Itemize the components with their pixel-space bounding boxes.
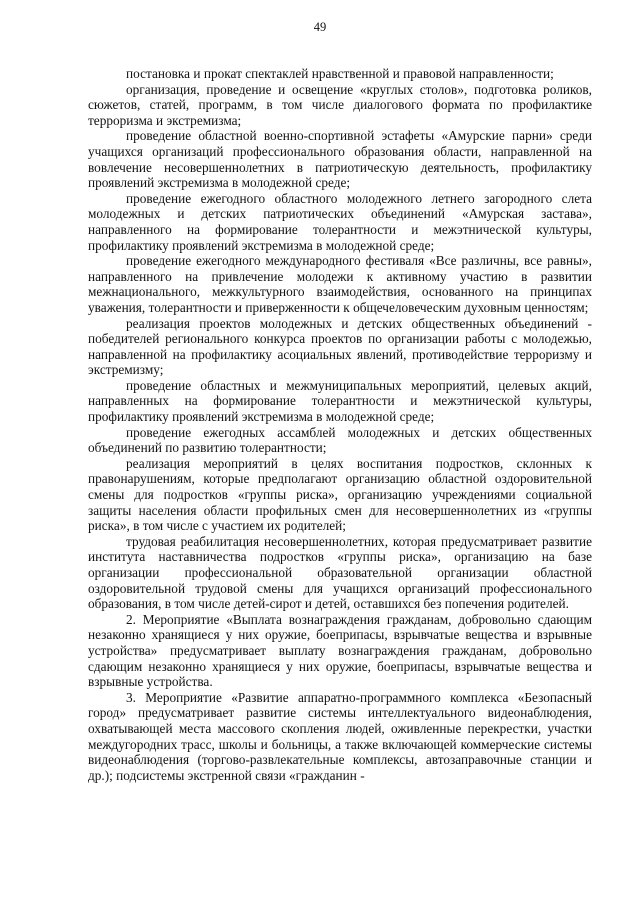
- paragraph: трудовая реабилитация несовершеннолетних, которая предусматривает развитие института наставничества подростков «группы риска», организацию на базе организации профессиональной образовательной организации областной оздоровительной трудовой смены для учащихся организаций профессионального образования, в том числе детей-сирот и детей, оставшихся без попечения родителей.: [88, 533, 592, 612]
- paragraph: 3. Мероприятие «Развитие аппаратно-программного комплекса «Безопасный город» предусматривает развитие системы интеллектуального видеонаблюдения, охватывающей места массового скопления людей, оживленные перекрестки, участки междугородних трасс, школы и больницы, а также включающей коммерческие системы видеонаблюдения (торгово-развлекательные комплексы, автозаправочные станции и др.); подсистемы экстренной связи «гражданин -: [88, 689, 592, 783]
- paragraph: реализация мероприятий в целях воспитания подростков, склонных к правонарушениям, которые предполагают организацию областной оздоровительной смены для подростков «группы риска», организацию учреждениями социальной защиты населения области профильных смен для несовершеннолетних из «группы риска», в том числе с участием их родителей;: [88, 455, 592, 534]
- document-body: [88, 66, 592, 783]
- paragraph: реализация проектов молодежных и детских общественных объединений - победителей регионального конкурса проектов по организации работы с молодежью, направленной на профилактику асоциальных явлений, противодействие терроризму и экстремизму;: [88, 315, 592, 378]
- paragraph: 2. Мероприятие «Выплата вознаграждения гражданам, добровольно сдающим незаконно хранящиеся у них оружие, боеприпасы, взрывчатые вещества и взрывные устройства» предусматривает выплату вознаграждения гражданам, добровольно сдающим незаконно хранящиеся у них оружие, боеприпасы, взрывчатые вещества и взрывные устройства.: [88, 611, 592, 690]
- paragraph: проведение ежегодных ассамблей молодежных и детских общественных объединений по развитию толерантности;: [88, 424, 592, 456]
- page-number: 49: [313, 20, 327, 34]
- paragraph: постановка и прокат спектаклей нравственной и правовой направленности;: [126, 66, 554, 81]
- paragraph: проведение областных и межмуниципальных мероприятий, целевых акций, направленных на формирование толерантности и межэтнической культуры, профилактику проявлений экстремизма в молодежной среде;: [88, 377, 592, 425]
- paragraph: проведение ежегодного международного фестиваля «Все различны, все равны», направленного на привлечение молодежи к активному участию в развитии межнационального, межкультурного взаимодействия, основанного на принципах уважения, толерантности и приверженности к общечеловеческим духовным ценностям;: [88, 253, 592, 315]
- paragraph: проведение ежегодного областного молодежного летнего загородного слета молодежных и детских патриотических объединений «Амурская застава», направленного на формирование толерантности и межэтнической культуры, профилактику проявлений экстремизма в молодежной среде;: [88, 190, 592, 253]
- paragraph: проведение областной военно-спортивной эстафеты «Амурские парни» среди учащихся организаций профессионального образования области, направленной на вовлечение несовершеннолетних в патриотическую деятельность, профилактику проявлений экстремизма в молодежной среде;: [88, 128, 592, 191]
- paragraph: организация, проведение и освещение «круглых столов», подготовка роликов, сюжетов, статей, программ, в том числе диалогового формата по профилактике терроризма и экстремизма;: [88, 81, 592, 128]
